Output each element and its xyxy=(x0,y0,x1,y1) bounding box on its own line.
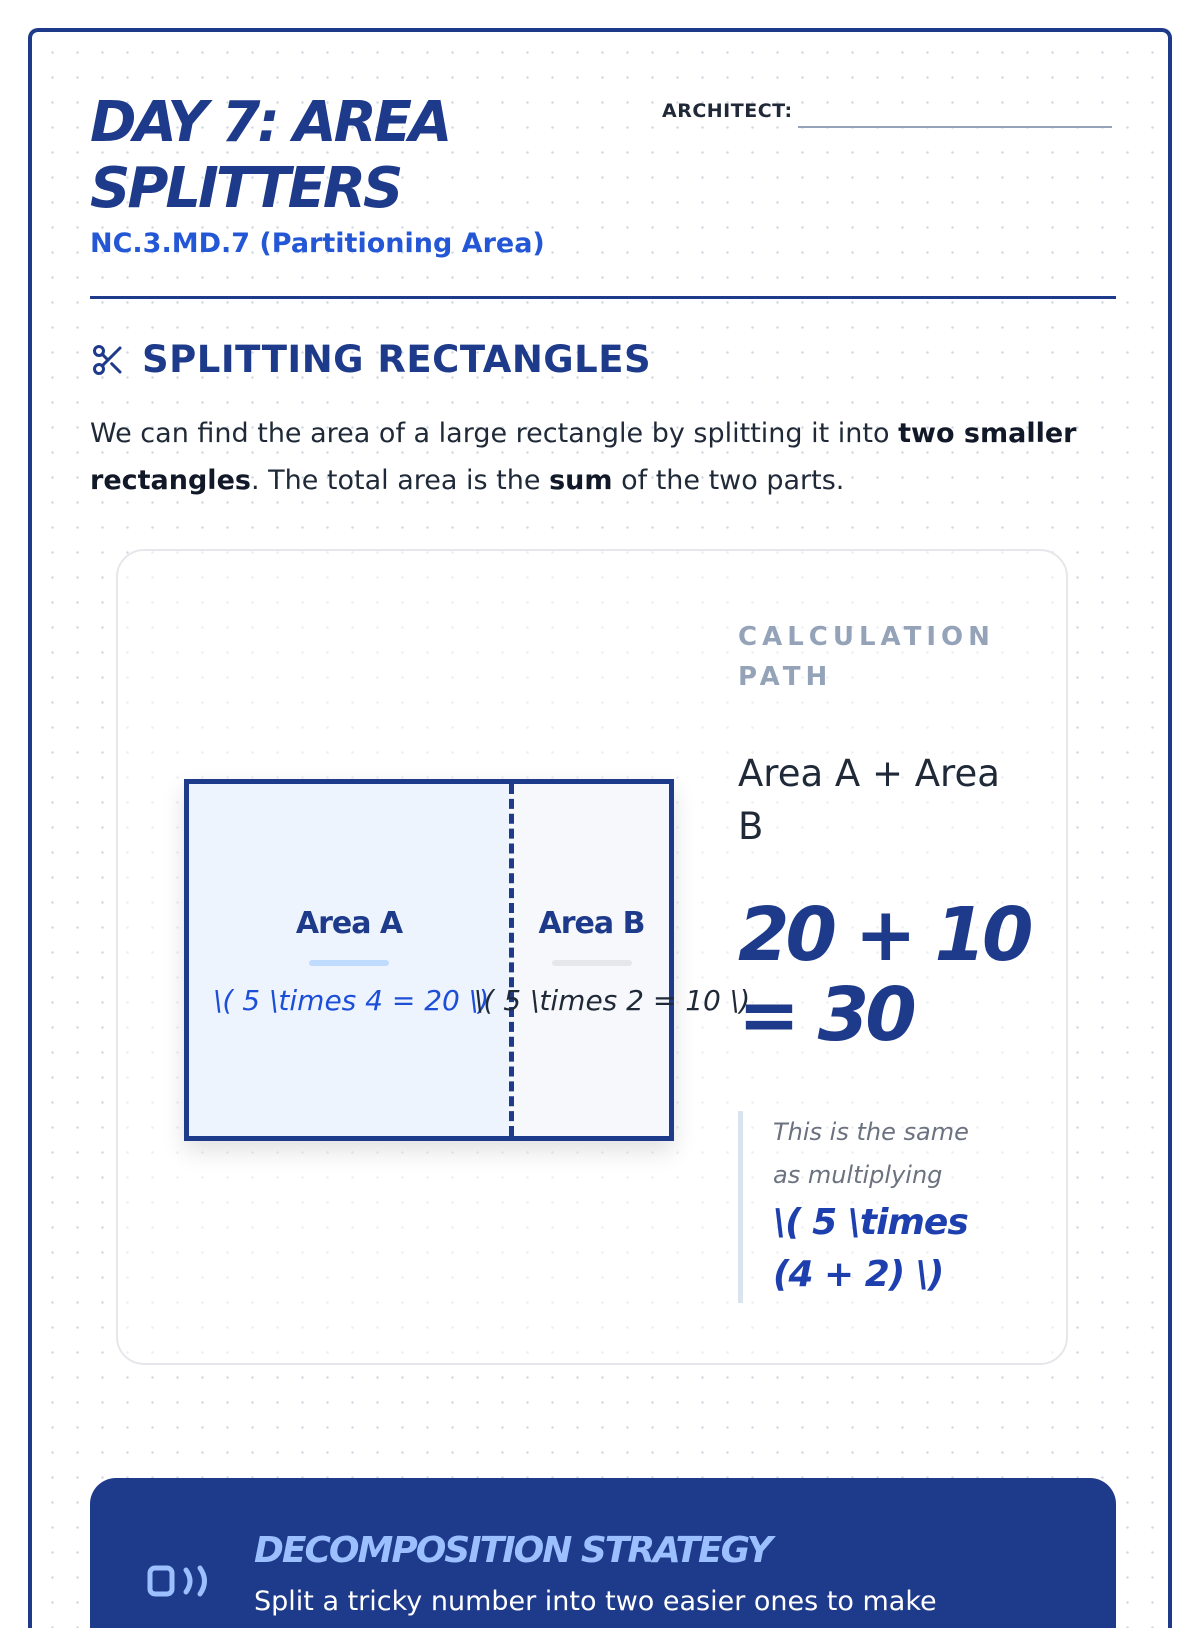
scissors-icon xyxy=(90,342,126,378)
area-a-region xyxy=(189,784,509,1136)
intro-text-1: We can find the area of a large rectangle by splitting it into xyxy=(90,418,899,449)
architect-input[interactable] xyxy=(798,126,1112,128)
split-rectangle xyxy=(184,779,751,1141)
intro-bold-1: two smaller rectangles xyxy=(90,418,1077,496)
intro-text-3: of the two parts. xyxy=(612,465,845,496)
note-math: \( 5 \times (4 + 2) \) xyxy=(773,1202,968,1295)
strategy-text: Split a tricky number into two easier ones to make xyxy=(254,1586,937,1617)
section-header xyxy=(90,338,651,381)
header-divider xyxy=(90,296,1116,299)
area-b-region xyxy=(474,784,751,1136)
intro-text-2: . The total area is the xyxy=(250,465,550,496)
area-b-equation: \( 5 \times 2 = 10 \) xyxy=(474,984,751,1017)
toggle-icon xyxy=(146,1562,218,1602)
area-a-label: Area A xyxy=(295,906,403,941)
area-model-card xyxy=(116,549,1068,1365)
strategy-banner xyxy=(90,1478,1116,1628)
strategy-title: DECOMPOSITION STRATEGY xyxy=(254,1530,771,1571)
intro-paragraph xyxy=(90,410,1130,504)
distributive-note xyxy=(738,1111,988,1303)
area-b-label: Area B xyxy=(538,906,645,941)
calculation-expression: Area A + Area B xyxy=(738,752,1000,848)
area-a-equation: \( 5 \times 4 = 20 \) xyxy=(213,984,490,1017)
architect-label: ARCHITECT: xyxy=(662,100,793,122)
page-title: DAY 7: AREA SPLITTERS xyxy=(90,90,450,221)
note-text: This is the same as multiplying xyxy=(773,1118,969,1189)
calculation-result: 20 + 10 = 30 xyxy=(738,892,1030,1058)
area-b-underline xyxy=(552,960,632,966)
intro-bold-2: sum xyxy=(549,465,613,496)
area-a-underline xyxy=(309,960,389,966)
worksheet xyxy=(28,28,1172,1628)
standard-code: NC.3.MD.7 (Partitioning Area) xyxy=(90,228,545,259)
calculation-path-label: CALCULATION PATH xyxy=(738,622,995,692)
section-title: SPLITTING RECTANGLES xyxy=(142,338,652,381)
